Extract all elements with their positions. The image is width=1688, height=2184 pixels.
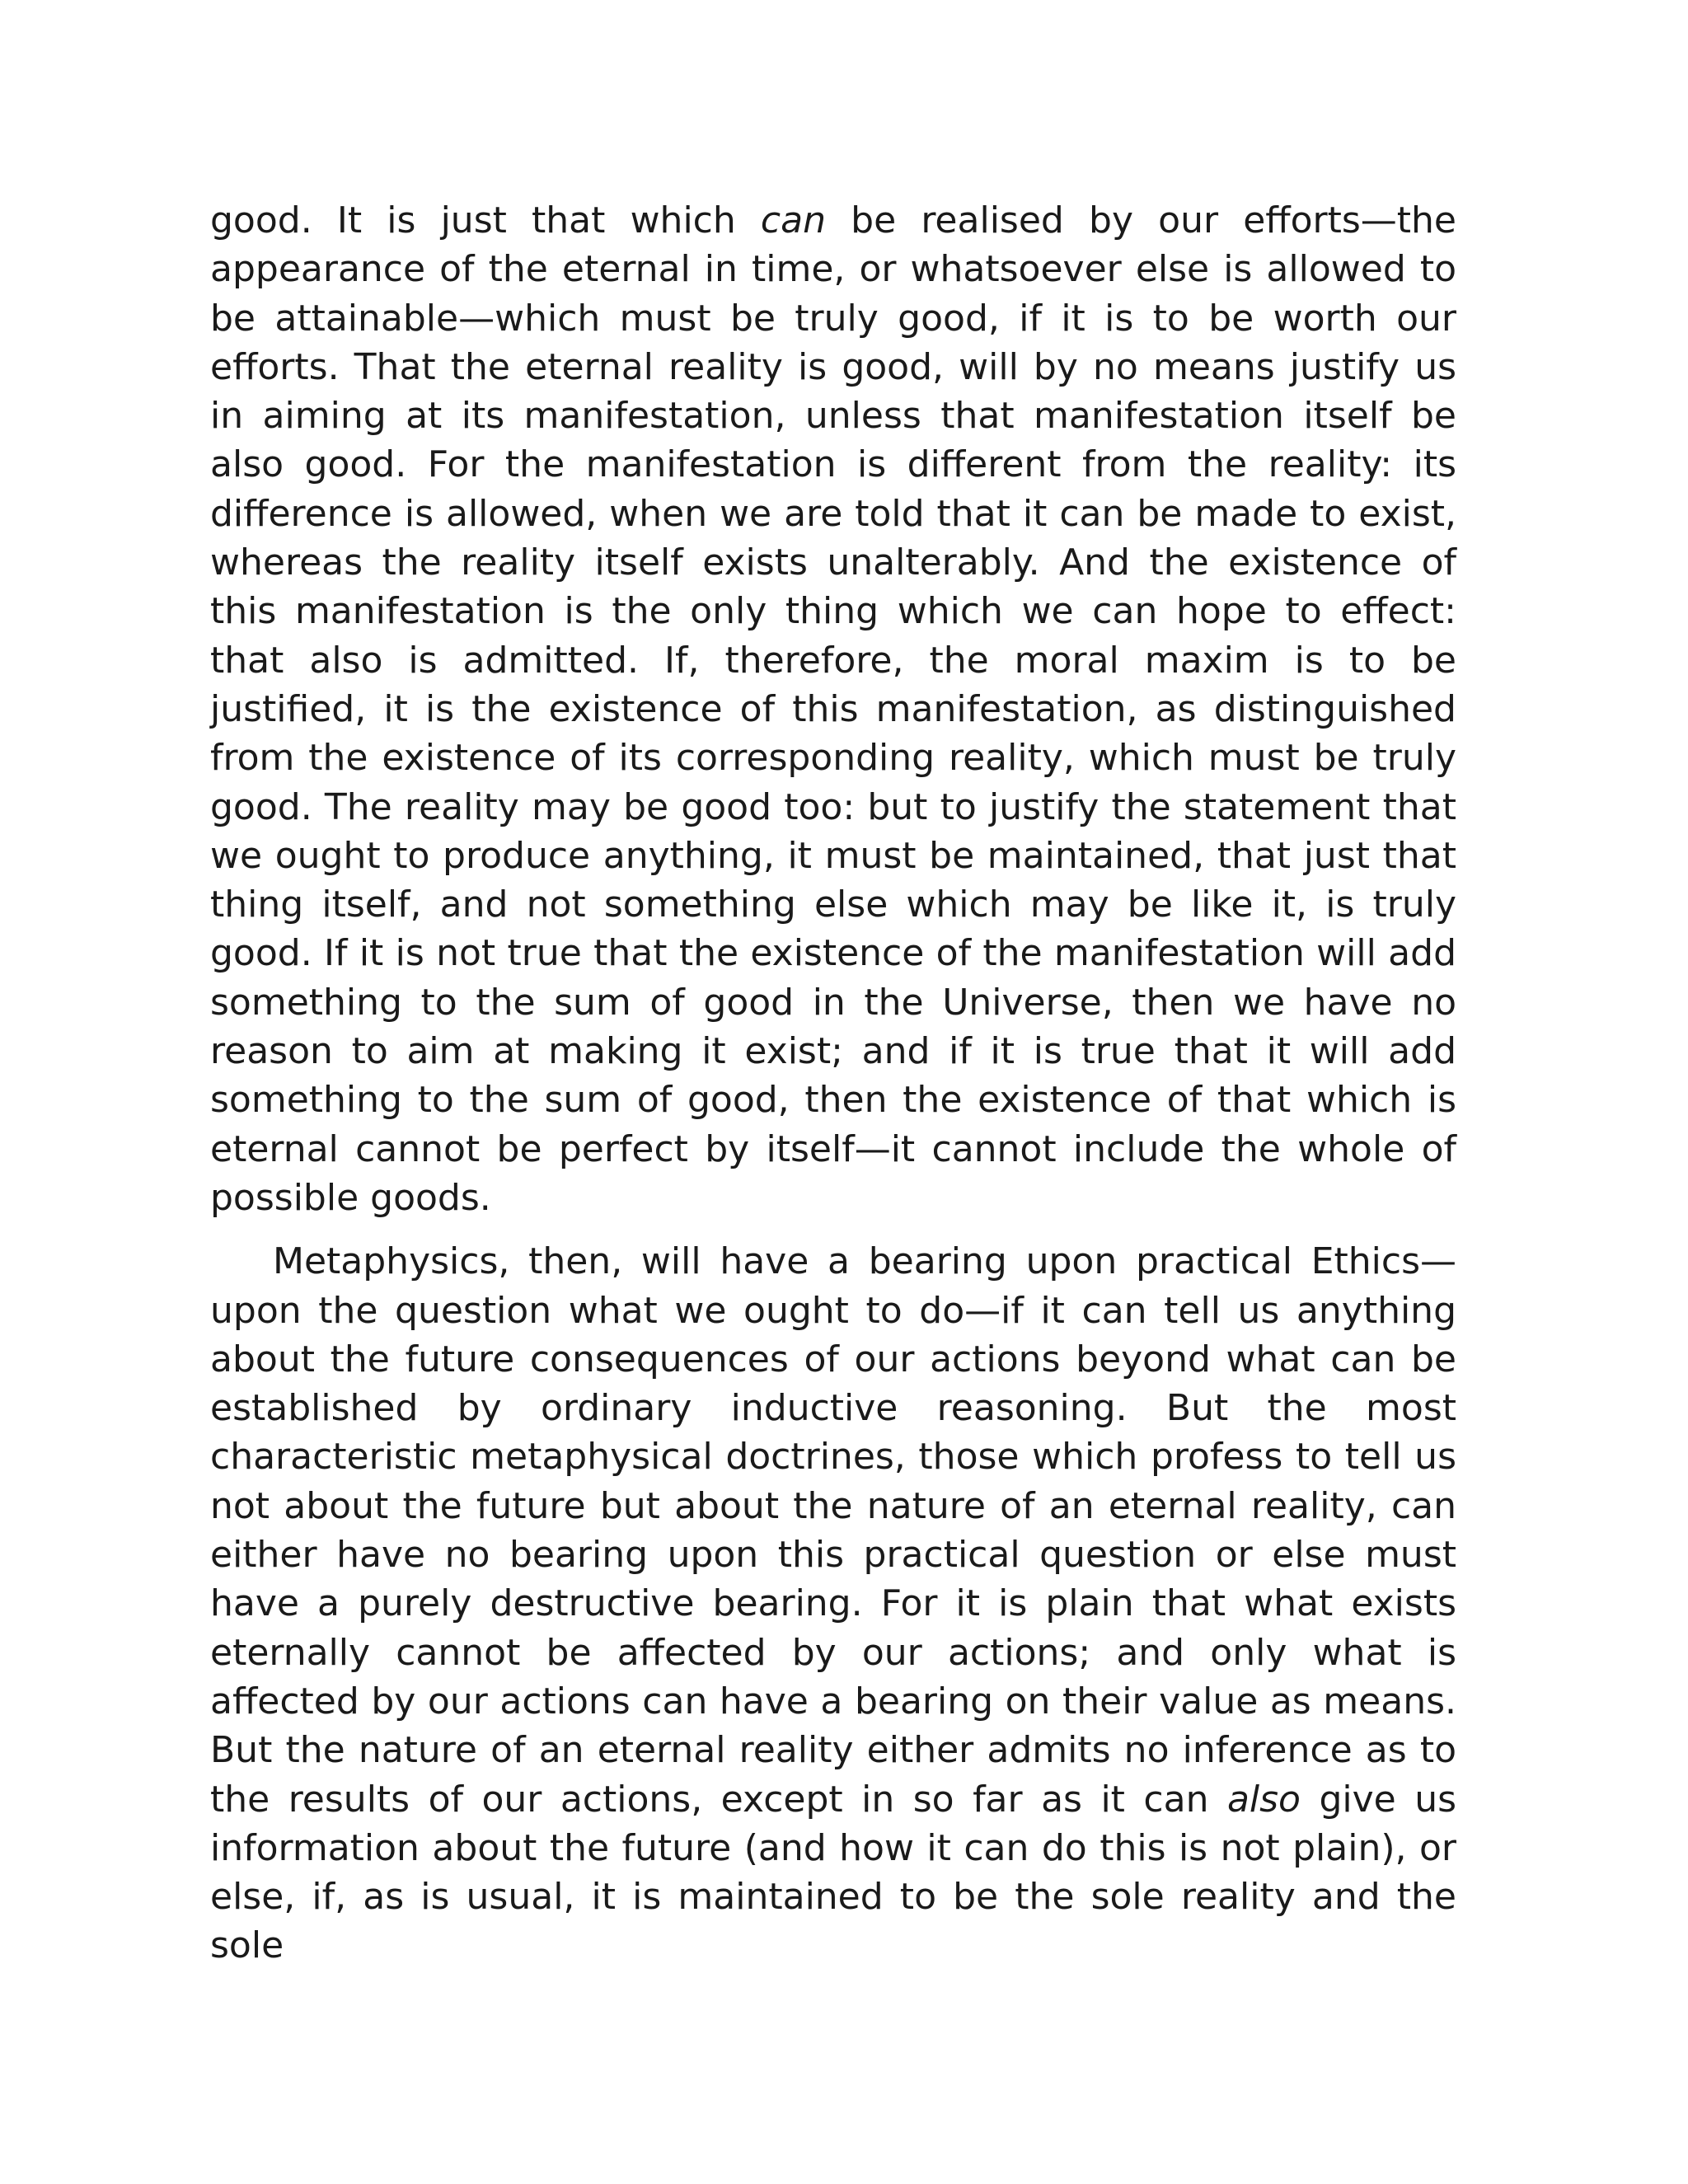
paragraph-2-emphasis-also: also: [1226, 1778, 1301, 1821]
paragraph-1-text-continued: be realised by our efforts—the appearance of the eternal in time, or whatsoever else is allowed to be attainable—which must be truly good, if it is to be worth our efforts. That the eternal reality is good, will by no means justify us in aiming at its manifestation, unless that manifestation itself be also good. For the manifestation is different from the reality: its difference is allowed, when we are told that it can be made to exist, whereas the reality itself exists unalterably. And the existence of this manifestation is the only thing which we can hope to effect: that also is admitted. If, therefore, the moral maxim is to be justified, it is the existence of this manifestation, as distinguished from the existence of its corresponding reality, which must be truly good. The reality may be good too: but to justify the statement that we ought to produce anything, it must be maintained, that just that thing itself, and not something else which may be like it, is truly good. If it is not true that the existence of the manifestation will add something to the sum of good in the Universe, then we have no reason to aim at making it exist; and if it is true that it will add something to the sum of good, then the existence of that which is eternal cannot be perfect by itself—it cannot include the whole of possible goods.: [210, 199, 1457, 1219]
paragraph-1-emphasis-can: can: [760, 199, 826, 241]
paragraph-2-text: Metaphysics, then, will have a bearing upon practical Ethics—upon the question what we ought to do—if it can tell us anything about the future consequences of our actions beyond what can be established by ordinary inductive reasoning. But the most characteristic metaphysical doctrines, those which profess to tell us not about the future but about the nature of an eternal reality, can either have no bearing upon this practical question or else must have a purely destructive bearing. For it is plain that what exists eternally cannot be affected by our actions; and only what is affected by our actions can have a bearing on their value as means. But the nature of an eternal reality either admits no inference as to the results of our actions, except in so far as it can: [210, 1240, 1456, 1821]
paragraph-1-text: good. It is just that which: [210, 199, 761, 241]
paragraph-2: [210, 1237, 1456, 1970]
page-body: [210, 196, 1456, 1971]
paragraph-2-text-continued: give us information about the future (and how it can do this is not plain), or else, if, as is usual, it is maintained to be the sole reality and the sole: [210, 1778, 1457, 1967]
paragraph-1: [210, 196, 1456, 1222]
